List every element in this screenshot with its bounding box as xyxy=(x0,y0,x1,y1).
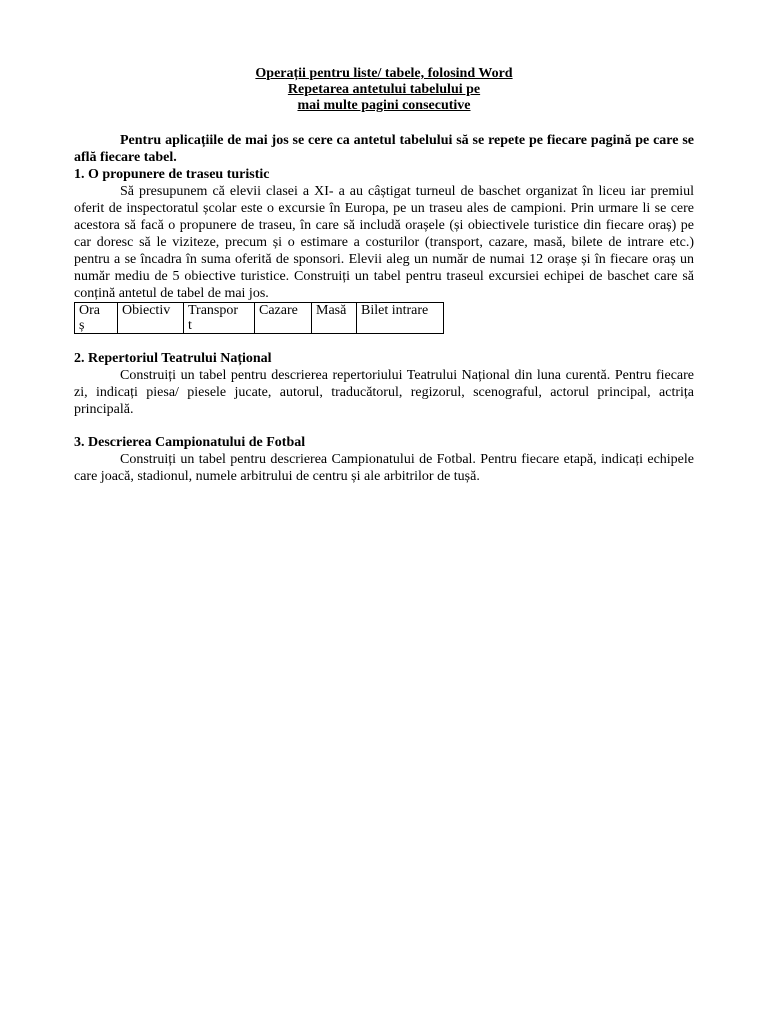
cell-line: Ora xyxy=(79,303,100,318)
section-1-text: Să presupunem că elevii clasei a XI- a au câștigat turneul de baschet organizat în liceu iar premiul oferit de inspectoratul școlar este o excursie în Europa, pe un traseu ales de campioni. Prin urmare li se cere acestora să facă o propunere de traseu, în care să includă orașele (și obiectivele turistice din fiecare oraș) pe car doresc să le viziteze, precum și o estimare a costurilor (transport, cazare, masă, bilete de intrare etc.) pentru a se încadra în suma oferită de sponsori. Elevii aleg un număr de numai 12 orașe și în fiecare oraș un număr mediu de 5 obiective turistice. Construiți un tabel pentru traseul excursiei echipei de baschet care să conțină antetul de tabel de mai jos. xyxy=(74,184,694,301)
cell-line: Obiectiv xyxy=(122,303,171,318)
spacer xyxy=(74,334,694,350)
cell-line: Cazare xyxy=(259,303,298,318)
section-3-heading: 3. Descrierea Campionatului de Fotbal xyxy=(74,435,306,450)
intro-paragraph: Pentru aplicațiile de mai jos se cere ca antetul tabelului să se repete pe fiecare pagină pe care se află fiecare tabel. xyxy=(74,133,694,165)
table-cell-obiectiv xyxy=(118,303,184,334)
spacer xyxy=(74,114,694,132)
cell-line: t xyxy=(188,318,192,333)
cell-line: Transpor xyxy=(188,303,239,318)
section-1-heading: 1. O propunere de traseu turistic xyxy=(74,167,270,182)
cell-line: Masă xyxy=(316,303,347,318)
document-page xyxy=(74,66,694,485)
section-2-heading: 2. Repertoriul Teatrului Național xyxy=(74,351,272,366)
title-line-2: Repetarea antetului tabelului pe xyxy=(287,82,481,97)
table-cell-ora xyxy=(75,303,118,334)
table-cell-transport xyxy=(184,303,255,334)
table-cell-masa xyxy=(312,303,357,334)
document-title xyxy=(74,66,694,114)
table-cell-bilet-intrare xyxy=(357,303,444,334)
sample-table-header xyxy=(74,302,444,334)
cell-line: Bilet intrare xyxy=(361,303,429,318)
spacer xyxy=(74,418,694,434)
section-2-text: Construiți un tabel pentru descrierea repertoriului Teatrului Național din luna curentă. Pentru fiecare zi, indicați piesa/ piesele jucate, autorul, traducătorul, regizorul, scenograful, actorul principal, actrița principală. xyxy=(74,368,694,417)
table-row xyxy=(75,303,444,334)
section-3-text: Construiți un tabel pentru descrierea Campionatului de Fotbal. Pentru fiecare etapă, indicați echipele care joacă, stadionul, numele arbitrului de centru și ale arbitrilor de tușă. xyxy=(74,452,694,484)
cell-line: ș xyxy=(79,318,85,333)
table-cell-cazare xyxy=(255,303,312,334)
title-line-3: mai multe pagini consecutive xyxy=(297,98,471,113)
title-line-1: Operații pentru liste/ tabele, folosind Word xyxy=(255,66,513,81)
